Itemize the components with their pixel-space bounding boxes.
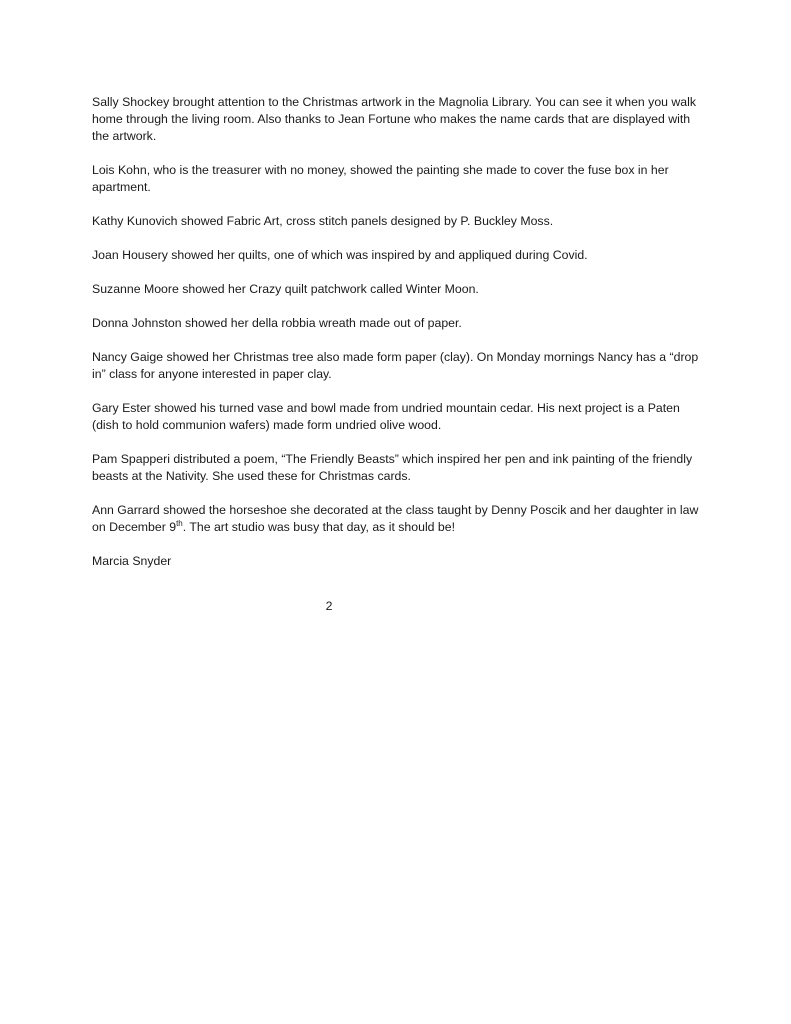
- paragraph-gary-ester: Gary Ester showed his turned vase and bowl made from undried mountain cedar. His next project is a Paten (dish to hold communion wafers) made form undried olive wood.: [92, 401, 680, 432]
- paragraph-ann-garrard-text: Ann Garrard showed the horseshoe she decorated at the class taught by Denny Poscik and her daughter in law on December 9: [92, 503, 699, 534]
- paragraph-pam-spapperi: Pam Spapperi distributed a poem, “The Friendly Beasts” which inspired her pen and ink painting of the friendly beasts at the Nativity. She used these for Christmas cards.: [92, 452, 693, 483]
- paragraph-ann-garrard: [92, 502, 702, 536]
- paragraph-donna-johnston: Donna Johnston showed her della robbia wreath made out of paper.: [92, 316, 462, 330]
- paragraph-nancy-gaige: Nancy Gaige showed her Christmas tree also made form paper (clay). On Monday mornings Nancy has a “drop in” class for anyone interested in paper clay.: [92, 350, 699, 381]
- paragraph-kathy-kunovich: Kathy Kunovich showed Fabric Art, cross stitch panels designed by P. Buckley Moss.: [92, 214, 554, 228]
- paragraph-joan-housery: Joan Housery showed her quilts, one of which was inspired by and appliqued during Covid.: [92, 248, 588, 262]
- paragraph-ann-garrard-text-end: . The art studio was busy that day, as it should be!: [182, 520, 456, 534]
- ordinal-suffix: th: [176, 518, 183, 528]
- paragraph-sally-shockey: Sally Shockey brought attention to the Christmas artwork in the Magnolia Library. You can see it when you walk home through the living room. Also thanks to Jean Fortune who makes the name cards that are displayed with the artwork.: [92, 95, 697, 143]
- paragraph-lois-kohn: Lois Kohn, who is the treasurer with no money, showed the painting she made to cover the fuse box in her apartment.: [92, 163, 669, 194]
- signature: Marcia Snyder: [92, 554, 172, 568]
- paragraph-suzanne-moore: Suzanne Moore showed her Crazy quilt patchwork called Winter Moon.: [92, 282, 479, 296]
- page-number: 2: [325, 599, 333, 613]
- document-body: [92, 94, 702, 570]
